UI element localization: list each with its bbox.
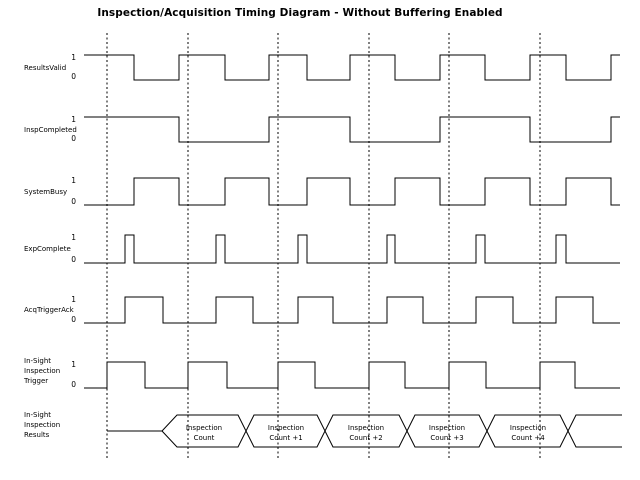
tick-label-high: 1	[71, 53, 76, 62]
tick-label-low: 0	[71, 315, 76, 324]
tick-label-high: 1	[71, 176, 76, 185]
tick-label-low: 0	[71, 255, 76, 264]
tick-label-low: 0	[71, 380, 76, 389]
results-bus-segment-label: Inspection	[509, 424, 547, 432]
results-bus-segment-label: Count	[193, 434, 215, 442]
diagram-title: Inspection/Acquisition Timing Diagram - Without Buffering Enabled	[97, 7, 503, 19]
signal-label: Results	[24, 431, 50, 439]
results-bus-segment-label: Inspection	[267, 424, 305, 432]
tick-label-low: 0	[71, 134, 76, 143]
results-bus-segment-label: Count +2	[349, 434, 383, 442]
waveform-resultsvalid	[84, 55, 620, 80]
tick-label-high: 1	[71, 360, 76, 369]
signal-label: ExpComplete	[24, 245, 71, 253]
tick-label-high: 1	[71, 233, 76, 242]
tick-label-high: 1	[71, 115, 76, 124]
results-bus-segment-label: Inspection	[428, 424, 466, 432]
tick-label-low: 0	[71, 72, 76, 81]
tick-label-low: 0	[71, 197, 76, 206]
signal-label: InspCompleted	[24, 126, 77, 134]
signal-label: In-Sight	[24, 357, 52, 365]
waveform-in-sight-inspection-trigger	[84, 362, 620, 388]
results-bus-segment-label: Inspection	[347, 424, 385, 432]
results-bus-segment-label: Inspection	[185, 424, 223, 432]
signal-label: AcqTriggerAck	[24, 306, 74, 314]
tick-label-high: 1	[71, 295, 76, 304]
waveform-acqtriggerack	[84, 297, 620, 323]
signal-label: In-Sight	[24, 411, 52, 419]
signal-label: SystemBusy	[24, 188, 68, 196]
results-bus-segment-label: Count +4	[511, 434, 545, 442]
results-bus-segment-label: Count +3	[430, 434, 464, 442]
results-bus-segment-label: Count +1	[269, 434, 303, 442]
signal-label: Inspection	[24, 367, 61, 375]
signal-label: ResultsValid	[24, 64, 67, 72]
signal-label: Inspection	[24, 421, 61, 429]
signal-label: Trigger	[24, 377, 49, 385]
